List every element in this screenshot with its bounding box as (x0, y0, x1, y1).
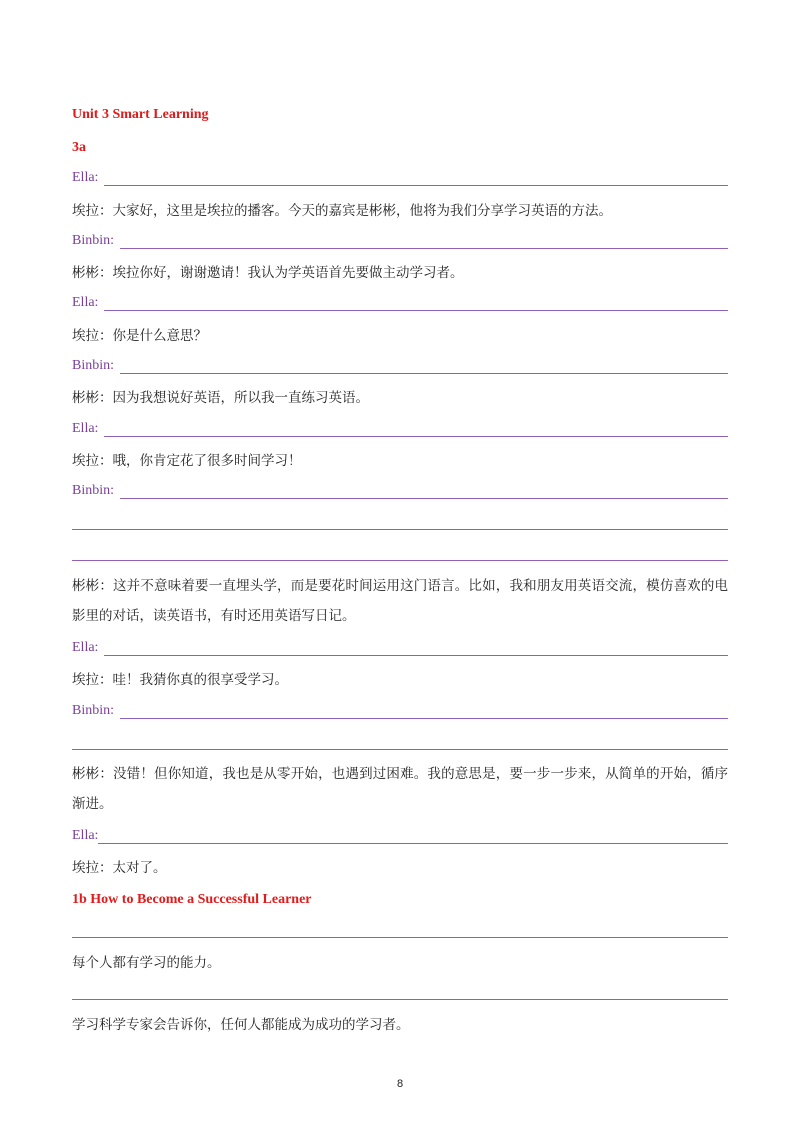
answer-blank[interactable] (120, 238, 728, 249)
section-1b-heading: 1b How to Become a Successful Learner (72, 892, 312, 907)
answer-blank[interactable] (72, 999, 728, 1000)
answer-row[interactable] (72, 421, 728, 437)
answer-blank[interactable] (72, 529, 728, 530)
speaker-label: Ella: (72, 828, 99, 843)
section-3a-heading: 3a (72, 140, 86, 155)
speaker-label: Binbin: (72, 483, 115, 498)
speaker-label: Ella: (72, 640, 99, 655)
speaker-label: Ella: (72, 421, 99, 436)
answer-row[interactable] (72, 233, 728, 249)
chinese-translation: 彬彬：埃拉你好，谢谢邀请！我认为学英语首先要做主动学习者。 (72, 265, 464, 281)
answer-blank[interactable] (120, 363, 728, 374)
answer-blank[interactable] (72, 937, 728, 938)
answer-blank[interactable] (104, 175, 728, 186)
answer-blank[interactable] (104, 426, 728, 437)
answer-row[interactable] (72, 640, 728, 656)
speaker-label: Binbin: (72, 233, 115, 248)
answer-blank[interactable] (120, 488, 728, 499)
answer-row[interactable] (72, 358, 728, 374)
answer-blank[interactable] (72, 749, 728, 750)
chinese-translation: 彬彬：没错！但你知道，我也是从零开始，也遇到过困难。我的意思是，要一步一步来，从简单的开始，循序渐进。 (72, 766, 728, 812)
chinese-translation: 埃拉：哦，你肯定花了很多时间学习！ (72, 453, 302, 469)
speaker-label: Binbin: (72, 358, 115, 373)
speaker-label: Binbin: (72, 703, 115, 718)
page-number: 8 (396, 1078, 404, 1090)
unit-title: Unit 3 Smart Learning (72, 107, 209, 122)
speaker-label: Ella: (72, 170, 99, 185)
answer-row[interactable] (72, 295, 728, 311)
chinese-translation: 学习科学专家会告诉你，任何人都能成为成功的学习者。 (72, 1017, 410, 1033)
chinese-translation: 埃拉：你是什么意思？ (72, 328, 207, 344)
answer-blank[interactable] (120, 708, 728, 719)
chinese-translation: 彬彬：这并不意味着要一直埋头学，而是要花时间运用这门语言。比如，我和朋友用英语交流，模仿喜欢的电影里的对话，读英语书，有时还用英语写日记。 (72, 578, 728, 624)
answer-row[interactable] (72, 703, 728, 719)
chinese-translation: 埃拉：哇！我猜你真的很享受学习。 (72, 672, 288, 688)
answer-blank[interactable] (104, 645, 728, 656)
answer-row[interactable] (72, 170, 728, 186)
answer-blank[interactable] (72, 560, 728, 561)
answer-blank[interactable] (104, 300, 728, 311)
answer-blank[interactable] (98, 833, 728, 844)
chinese-translation: 彬彬：因为我想说好英语，所以我一直练习英语。 (72, 390, 369, 406)
chinese-translation: 每个人都有学习的能力。 (72, 955, 221, 971)
answer-row[interactable] (72, 483, 728, 499)
answer-row[interactable] (72, 828, 728, 844)
chinese-translation: 埃拉：大家好，这里是埃拉的播客。今天的嘉宾是彬彬，他将为我们分享学习英语的方法。 (72, 203, 612, 219)
speaker-label: Ella: (72, 295, 99, 310)
chinese-translation: 埃拉：太对了。 (72, 860, 167, 876)
